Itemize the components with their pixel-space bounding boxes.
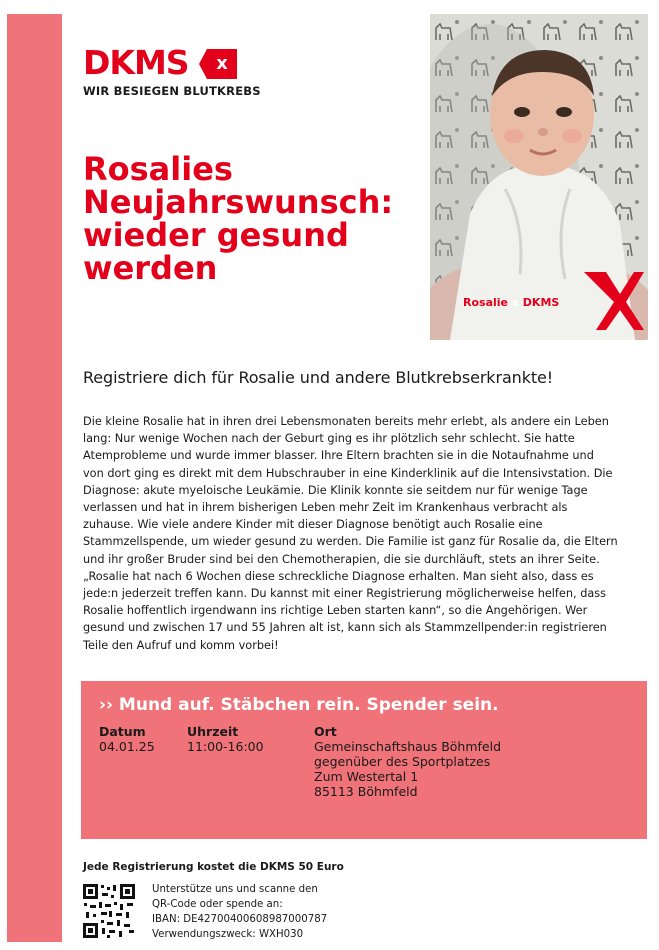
body-line: lang: Nur wenige Wochen nach der Geburt ging es ihr plötzlich sehr schlecht. Sie hatte [83, 432, 575, 446]
dkms-logo [83, 43, 261, 101]
subheadline: Registriere dich für Rosalie und andere Blutkrebserkrankte! [83, 368, 554, 387]
baby-photo [430, 14, 648, 340]
body-line: Die kleine Rosalie hat in ihren drei Lebensmonaten bereits mehr erlebt, als andere ein Leben [83, 415, 609, 428]
body-line: und ihr großer Bruder sind bei den Chemotherapien, die sie durchläuft, stets an ihrer Seite. [83, 552, 600, 566]
registration-fee-note: Jede Registrierung kostet die DKMS 50 Euro [83, 861, 344, 873]
body-line: jede:n jederzeit treffen kann. Du kannst mit einer Registrierung möglicherweise helfen, dass [83, 587, 607, 601]
photo-caption [463, 296, 559, 309]
caption-name: Rosalie [463, 296, 508, 309]
logo-tagline: WIR BESIEGEN BLUTKREBS [83, 84, 261, 98]
donation-line: QR-Code oder spende an: [152, 899, 283, 910]
body-line: von dort ging es direkt mit dem Hubschrauber in eine Kinderklinik auf die Intensivstation. Die [83, 466, 613, 480]
place-line: 85113 Böhmfeld [314, 784, 418, 799]
iban-line: IBAN: DE42700400608987000787 [152, 914, 328, 925]
body-line: Stammzellspende, um wieder gesund zu werden. Die Familie ist ganz für Rosalie da, die Eltern [83, 535, 618, 549]
body-line: Diagnose: akute myeloische Leukämie. Die Klinik konnte sie seitdem nur für wenige Tage [83, 483, 588, 497]
slogan: ›› Mund auf. Stäbchen rein. Spender sein. [99, 695, 499, 715]
caption-brand: DKMS [522, 296, 560, 309]
body-line: Atemprobleme und wurde immer blasser. Ihre Eltern brachten sie in die Notaufnahme und [83, 449, 594, 463]
donation-line: Unterstütze uns und scanne den [152, 884, 318, 895]
side-accent-bar [7, 14, 62, 942]
time-value: 11:00-16:00 [187, 739, 264, 754]
body-line: verlassen und hat in ihrem bisherigen Leben mehr Zeit im Krankenhaus verbracht als [83, 501, 568, 515]
place-line: Zum Westertal 1 [314, 769, 419, 784]
date-column [99, 724, 155, 754]
title-line: Neujahrswunsch: [83, 183, 394, 221]
time-label: Uhrzeit [187, 724, 239, 739]
place-line: gegenüber des Sportplatzes [314, 754, 491, 769]
baby-photo-illustration [430, 14, 648, 340]
body-line: „Rosalie hat nach 6 Wochen diese schreckliche Diagnose erhalten. Man sieht also, dass es [83, 569, 594, 583]
place-label: Ort [314, 724, 337, 739]
body-line: Teile den Aufruf und komm vorbei! [83, 638, 279, 652]
date-label: Datum [99, 724, 146, 739]
time-column [187, 724, 264, 754]
page-title [83, 150, 423, 287]
qr-code-icon[interactable] [83, 884, 135, 938]
story-text [83, 413, 648, 654]
donation-info [152, 882, 327, 942]
title-line: wieder gesund [83, 216, 349, 254]
body-line: Rosalie hoffentlich irgendwann ins richtige Leben starten kann“, so die Angehörigen. Wer [83, 604, 588, 618]
reference-line: Verwendungszweck: WXH030 [152, 929, 304, 940]
place-column [314, 724, 501, 799]
title-line: werden [83, 249, 218, 287]
place-line: Gemeinschaftshaus Böhmfeld [314, 739, 502, 754]
logo-x-mark: x [207, 49, 237, 79]
date-value: 04.01.25 [99, 739, 155, 754]
title-line: Rosalies [83, 150, 233, 188]
body-line: zuhause. Wie viele andere Kinder mit dieser Diagnose benötigt auch Rosalie eine [83, 518, 543, 532]
logo-wordmark: DKMS [83, 43, 189, 82]
caption-x: x [511, 296, 519, 309]
event-info-box [81, 681, 647, 839]
body-line: gesund und zwischen 17 und 55 Jahren alt ist, kann sich als Stammzellpender:in registrieren [83, 621, 607, 635]
